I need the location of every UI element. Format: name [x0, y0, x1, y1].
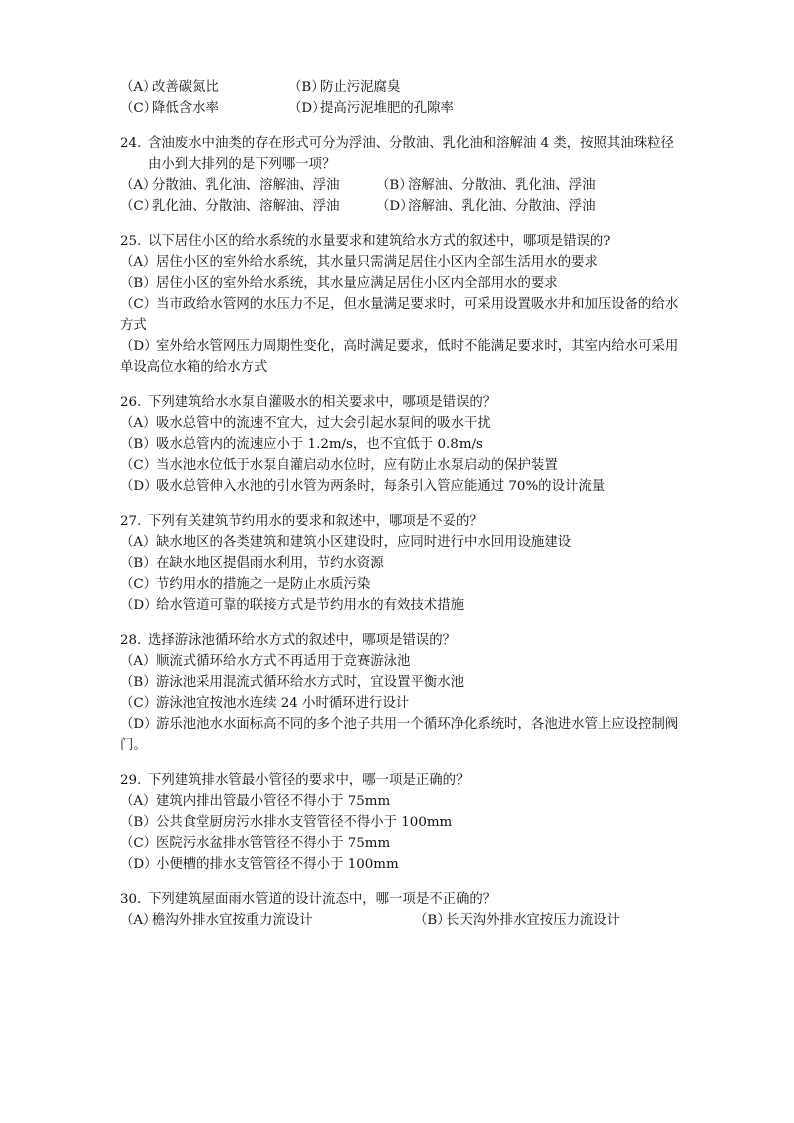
option-letter: （B） — [414, 913, 451, 928]
question-number: 28. — [120, 633, 142, 648]
question-text: 下列建筑排水管最小管径的要求中，哪一项是正确的？ — [148, 773, 470, 788]
option-text: 吸水总管中的流速不宜大，过大会引起水泵间的吸水干扰 — [156, 416, 491, 431]
option-letter: （D） — [120, 479, 158, 494]
option-b — [414, 910, 680, 931]
option-text: 溶解油、乳化油、分散油、浮油 — [408, 199, 596, 214]
option-text: 公共食堂厨房污水排水支管管径不得小于 100mm — [156, 815, 453, 830]
option-d — [120, 714, 680, 756]
option-letter: （A） — [120, 913, 157, 928]
option-row — [120, 98, 680, 119]
document-page — [120, 77, 680, 945]
option-letter: （D） — [376, 199, 414, 214]
option-text: 缺水地区的各类建筑和建筑小区建设时，应同时进行中水回用设施建设 — [156, 535, 572, 550]
option-a — [120, 252, 680, 273]
option-text: 在缺水地区提倡雨水利用，节约水资源 — [156, 556, 384, 571]
option-letter: （C） — [120, 199, 158, 214]
option-text: 吸水总管内的流速应小于 1.2m/s，也不宜低于 0.8m/s — [156, 437, 483, 452]
question-stem — [120, 889, 680, 910]
option-letter: （B） — [376, 178, 413, 193]
option-d — [288, 98, 680, 119]
option-letter: （D） — [288, 101, 326, 116]
option-text: 吸水总管伸入水池的引水管为两条时，每条引入管应能通过 70%的设计流量 — [156, 479, 606, 494]
option-text: 顺流式循环给水方式不再适用于竞赛游泳池 — [156, 654, 411, 669]
option-letter: （A） — [120, 80, 157, 95]
option-letter: （B） — [120, 437, 157, 452]
option-letter: （D） — [120, 857, 158, 872]
option-text: 降低含水率 — [152, 101, 219, 116]
question-stem — [120, 770, 680, 791]
option-text: 改善碳氮比 — [152, 80, 219, 95]
option-letter: （A） — [120, 255, 157, 270]
option-c — [120, 196, 376, 217]
option-d — [120, 854, 680, 875]
option-letter: （A） — [120, 535, 157, 550]
option-a — [120, 413, 680, 434]
question-23-options — [120, 77, 680, 119]
question-text: 下列建筑给水水泵自灌吸水的相关要求中，哪项是错误的？ — [148, 395, 497, 410]
option-letter: （C） — [120, 577, 158, 592]
question-25 — [120, 231, 680, 378]
question-number: 29. — [120, 773, 142, 788]
option-a — [120, 532, 680, 553]
option-text: 医院污水盆排水管管径不得小于 75mm — [156, 836, 391, 851]
option-text: 给水管道可靠的联接方式是节约用水的有效技术措施 — [156, 598, 464, 613]
option-letter: （D） — [120, 339, 158, 354]
option-letter: （A） — [120, 794, 157, 809]
question-number: 27. — [120, 514, 142, 529]
question-30 — [120, 889, 680, 931]
question-text: 以下居住小区的给水系统的水量要求和建筑给水方式的叙述中，哪项是错误的? — [148, 234, 611, 249]
option-letter: （B） — [120, 675, 157, 690]
question-stem — [120, 511, 680, 532]
option-c — [120, 574, 680, 595]
question-27 — [120, 511, 680, 616]
question-24 — [120, 133, 680, 217]
option-text: 游乐池池水水面标高不同的多个池子共用一个循环净化系统时，各池进水管上应设控制阀门。 — [120, 717, 679, 753]
option-row — [120, 196, 680, 217]
option-b — [120, 434, 680, 455]
option-text: 居住小区的室外给水系统，其水量应满足居住小区内全部用水的要求 — [156, 276, 558, 291]
question-stem — [120, 630, 680, 651]
question-stem — [120, 392, 680, 413]
option-b — [376, 175, 680, 196]
option-text: 小便槽的排水支管管径不得小于 100mm — [156, 857, 399, 872]
question-28 — [120, 630, 680, 756]
question-stem — [120, 133, 680, 175]
question-number: 25. — [120, 234, 142, 249]
option-b — [288, 77, 680, 98]
question-number: 24. — [120, 136, 142, 151]
question-number: 26. — [120, 395, 142, 410]
option-text: 当水池水位低于水泵自灌启动水位时，应有防止水泵启动的保护装置 — [156, 458, 558, 473]
option-letter: （B） — [120, 556, 157, 571]
option-letter: （B） — [288, 80, 325, 95]
option-c — [120, 294, 680, 336]
option-d — [120, 336, 680, 378]
option-letter: （A） — [120, 654, 157, 669]
option-text: 乳化油、分散油、溶解油、浮油 — [152, 199, 340, 214]
option-text: 节约用水的措施之一是防止水质污染 — [156, 577, 371, 592]
option-text: 分散油、乳化油、溶解油、浮油 — [152, 178, 340, 193]
option-a — [120, 175, 376, 196]
question-number: 30. — [120, 892, 142, 907]
option-d — [120, 595, 680, 616]
option-text: 长天沟外排水宜按压力流设计 — [446, 913, 621, 928]
option-text: 檐沟外排水宜按重力流设计 — [152, 913, 313, 928]
option-letter: （C） — [120, 836, 158, 851]
option-b — [120, 812, 680, 833]
option-c — [120, 455, 680, 476]
option-text: 游泳池宜按池水连续 24 小时循环进行设计 — [156, 696, 410, 711]
option-a — [120, 910, 414, 931]
option-letter: （D） — [120, 598, 158, 613]
question-26 — [120, 392, 680, 497]
question-text: 下列有关建筑节约用水的要求和叙述中，哪项是不妥的？ — [148, 514, 483, 529]
option-letter: （D） — [120, 717, 158, 732]
option-b — [120, 553, 680, 574]
option-letter: （C） — [120, 458, 158, 473]
option-text: 溶解油、分散油、乳化油、浮油 — [408, 178, 596, 193]
option-b — [120, 273, 680, 294]
option-text: 提高污泥堆肥的孔隙率 — [320, 101, 454, 116]
option-letter: （C） — [120, 297, 158, 312]
option-c — [120, 693, 680, 714]
option-text: 建筑内排出管最小管径不得小于 75mm — [156, 794, 391, 809]
option-c — [120, 833, 680, 854]
option-letter: （A） — [120, 416, 157, 431]
question-text: 选择游泳池循环给水方式的叙述中，哪项是错误的？ — [148, 633, 456, 648]
option-letter: （B） — [120, 815, 157, 830]
option-text: 室外给水管网压力周期性变化，高时满足要求，低时不能满足要求时，其室内给水可采用单设高位水箱的给水方式 — [120, 339, 679, 375]
option-d — [120, 476, 680, 497]
option-letter: （B） — [120, 276, 157, 291]
option-row — [120, 77, 680, 98]
option-d — [376, 196, 680, 217]
option-letter: （C） — [120, 696, 158, 711]
option-b — [120, 672, 680, 693]
option-letter: （A） — [120, 178, 157, 193]
question-text: 下列建筑屋面雨水管道的设计流态中，哪一项是不正确的？ — [148, 892, 497, 907]
option-text: 当市政给水管网的水压力不足，但水量满足要求时，可采用设置吸水井和加压设备的给水方式 — [120, 297, 679, 333]
question-29 — [120, 770, 680, 875]
option-row — [120, 910, 680, 931]
option-text: 防止污泥腐臭 — [320, 80, 401, 95]
option-text: 居住小区的室外给水系统，其水量只需满足居住小区内全部生活用水的要求 — [156, 255, 598, 270]
option-text: 游泳池采用混流式循环给水方式时，宜设置平衡水池 — [156, 675, 464, 690]
option-a — [120, 77, 288, 98]
question-stem — [120, 231, 680, 252]
option-c — [120, 98, 288, 119]
question-text: 含油废水中油类的存在形式可分为浮油、分散油、乳化油和溶解油 4 类，按照其油珠粒径由小到大排列的是下列哪一项？ — [148, 136, 674, 172]
option-a — [120, 791, 680, 812]
option-row — [120, 175, 680, 196]
option-a — [120, 651, 680, 672]
option-letter: （C） — [120, 101, 158, 116]
